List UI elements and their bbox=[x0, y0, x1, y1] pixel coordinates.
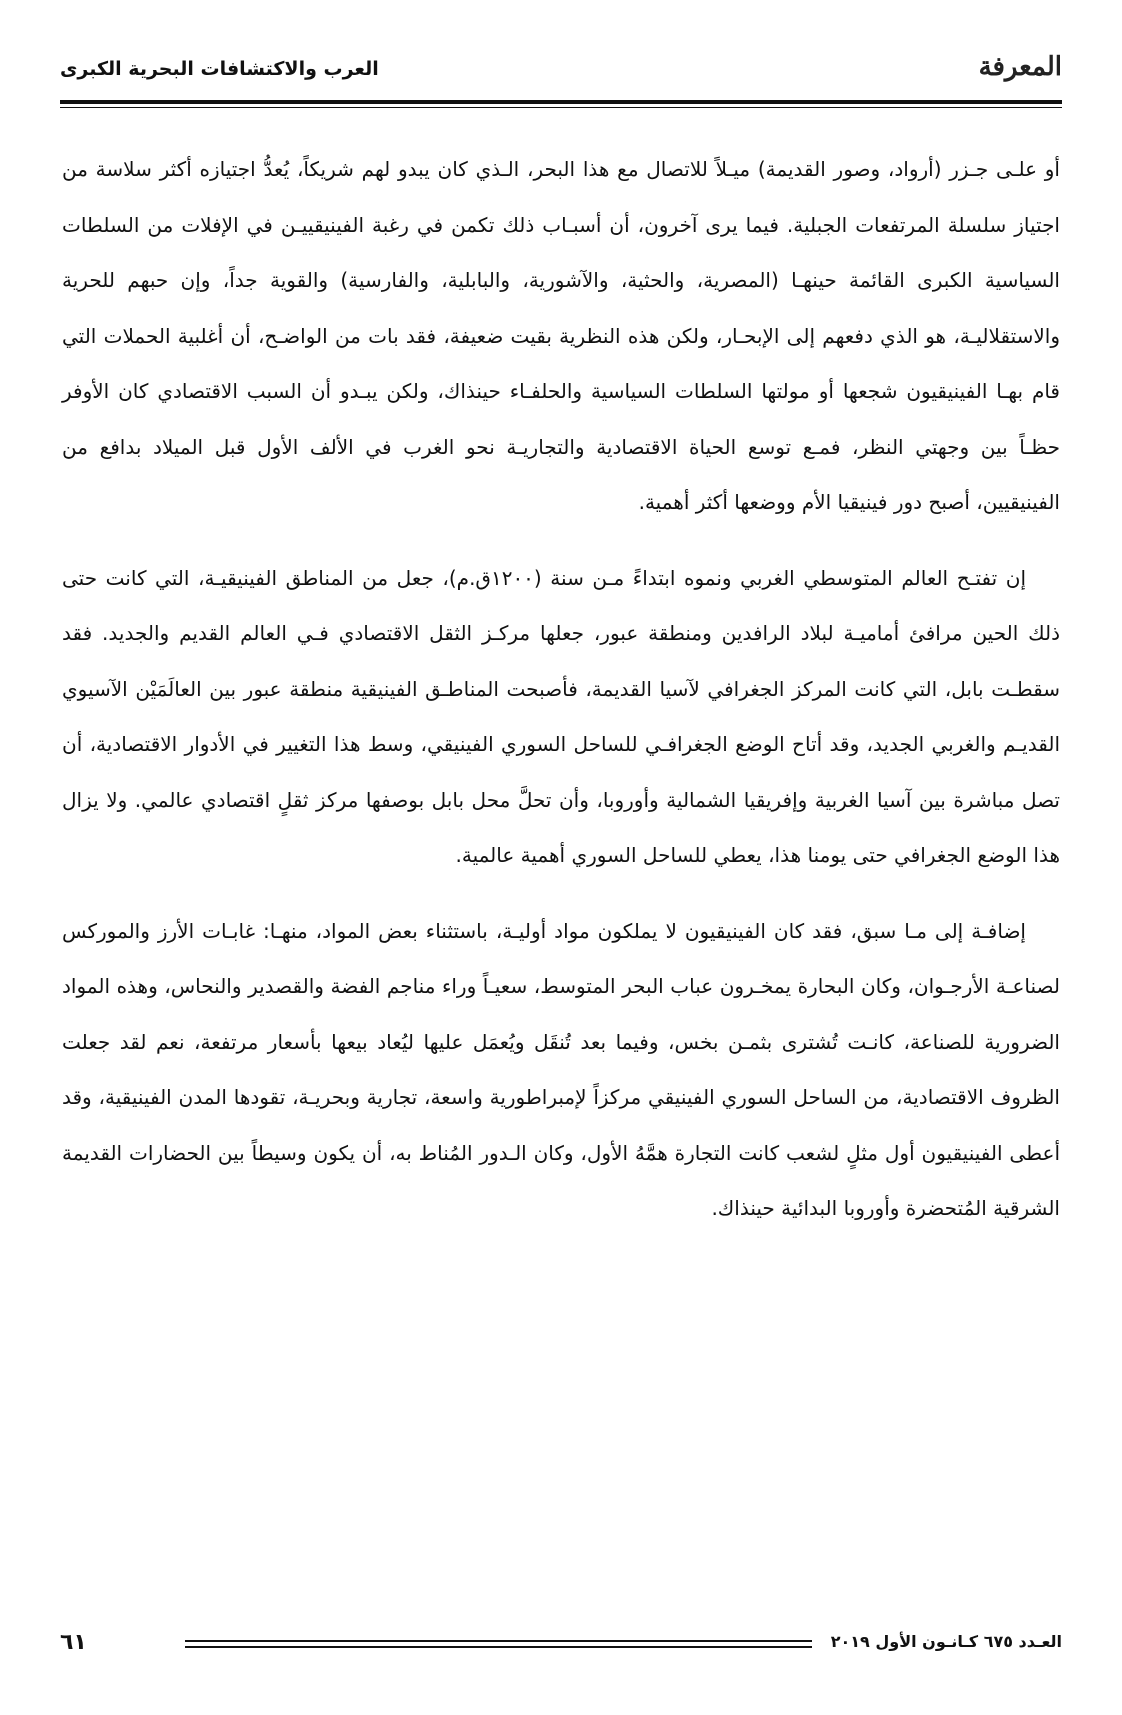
paragraph-1: أو علـى جـزر (أرواد، وصور القديمة) ميـلاً للاتصال مع هذا البحر، الـذي كان يبدو لهم شريكاً، يُعدُّ اجتيازه أكثر سلاسة من اجتياز سلسلة المرتفعات الجبلية. فيما يرى آخرون، أن أسبـاب ذلك تكمن في رغبة الفينيقييـن في الإفلات من السلطات السياسية الكبرى القائمة حينهـا (المصرية، والحثية، والآشورية، والبابلية، والفارسية) والقوية جداً، وإن حبهم للحرية والاستقلاليـة، هو الذي دفعهم إلى الإبحـار، ولكن هذه النظرية بقيت ضعيفة، فقد بات من الواضـح، أن أغلبية الحملات التي قام بهـا الفينيقيون شجعها أو مولتها السلطات السياسية والحلفـاء حينذاك، ولكن يبـدو أن السبب الاقتصادي كان الأوفر حظـاً بين وجهتي النظر، فمـع توسع الحياة الاقتصادية والتجاريـة نحو الغرب في الألف الأول قبل الميلاد بدافع من الفينيقيين، أصبح دور فينيقيا الأم ووضعها أكثر أهمية. bbox=[62, 157, 1060, 514]
header-rule-thin bbox=[60, 107, 1062, 108]
paragraph-3: إضافـة إلى مـا سبق، فقد كان الفينيقيون لا يملكون مواد أوليـة، باستثناء بعض المواد، منهـا: غابـات الأرز والموركس لصناعـة الأرجـوان، وكان البحارة يمخـرون عباب البحر المتوسط، سعيـاً وراء مناجم الفضة والقصدير والنحاس، وهذه المواد الضرورية للصناعة، كانـت تُشترى بثمـن بخس، وفيما بعد تُنقَل ويُعمَل عليها ليُعاد بيعها بأسعار مرتفعة، نعم لقد جعلت الظروف الاقتصادية، من الساحل السوري الفينيقي مركزاً لإمبراطورية واسعة، تجارية وبحريـة، تقودها المدن الفينيقية، وقد أعطى الفينيقيون أول مثلٍ لشعب كانت التجارة همَّهُ الأول، وكان الـدور المُناط به، أن يكون وسيطاً بين الحضارات القديمة الشرقية المُتحضرة وأوروبا البدائية حينذاك. bbox=[62, 918, 1060, 1220]
article-body bbox=[62, 142, 1060, 1237]
footer-rule-2 bbox=[185, 1646, 812, 1648]
page-header bbox=[60, 40, 1062, 98]
journal-logo: المعرفة bbox=[978, 52, 1062, 82]
paragraph-2: إن تفتـح العالم المتوسطي الغربي ونموه ابتداءً مـن سنة (١٢٠٠ق.م)، جعل من المناطق الفينيقيـة، التي كانت حتى ذلك الحين مرافئ أماميـة لبلاد الرافدين ومنطقة عبور، جعلها مركـز الثقل الاقتصادي فـي العالم القديم والجديد. فقد سقطـت بابل، التي كانت المركز الجغرافي لآسيا القديمة، فأصبحت المناطـق الفينيقية منطقة عبور بين العالَمَيْن الآسيوي القديـم والغربي الجديد، وقد أتاح الوضع الجغرافـي للساحل السوري الفينيقي، وسط هذا التغيير في الأدوار الاقتصادية، أن تصل مباشرة بين آسيا الغربية وإفريقيا الشمالية وأوروبا، وأن تحلَّ محل بابل بوصفها مركز ثقلٍ اقتصادي عالمي. ولا يزال هذا الوضع الجغرافي حتى يومنا هذا، يعطي للساحل السوري أهمية عالمية. bbox=[62, 565, 1060, 867]
page-number: ٦١ bbox=[60, 1630, 87, 1655]
page-footer bbox=[60, 1630, 1062, 1660]
header-rule bbox=[60, 100, 1062, 104]
issue-info: العـدد ٦٧٥ كـانـون الأول ٢٠١٩ bbox=[830, 1632, 1062, 1651]
footer-rule bbox=[185, 1640, 812, 1642]
running-title: العرب والاكتشافات البحرية الكبرى bbox=[60, 58, 379, 80]
